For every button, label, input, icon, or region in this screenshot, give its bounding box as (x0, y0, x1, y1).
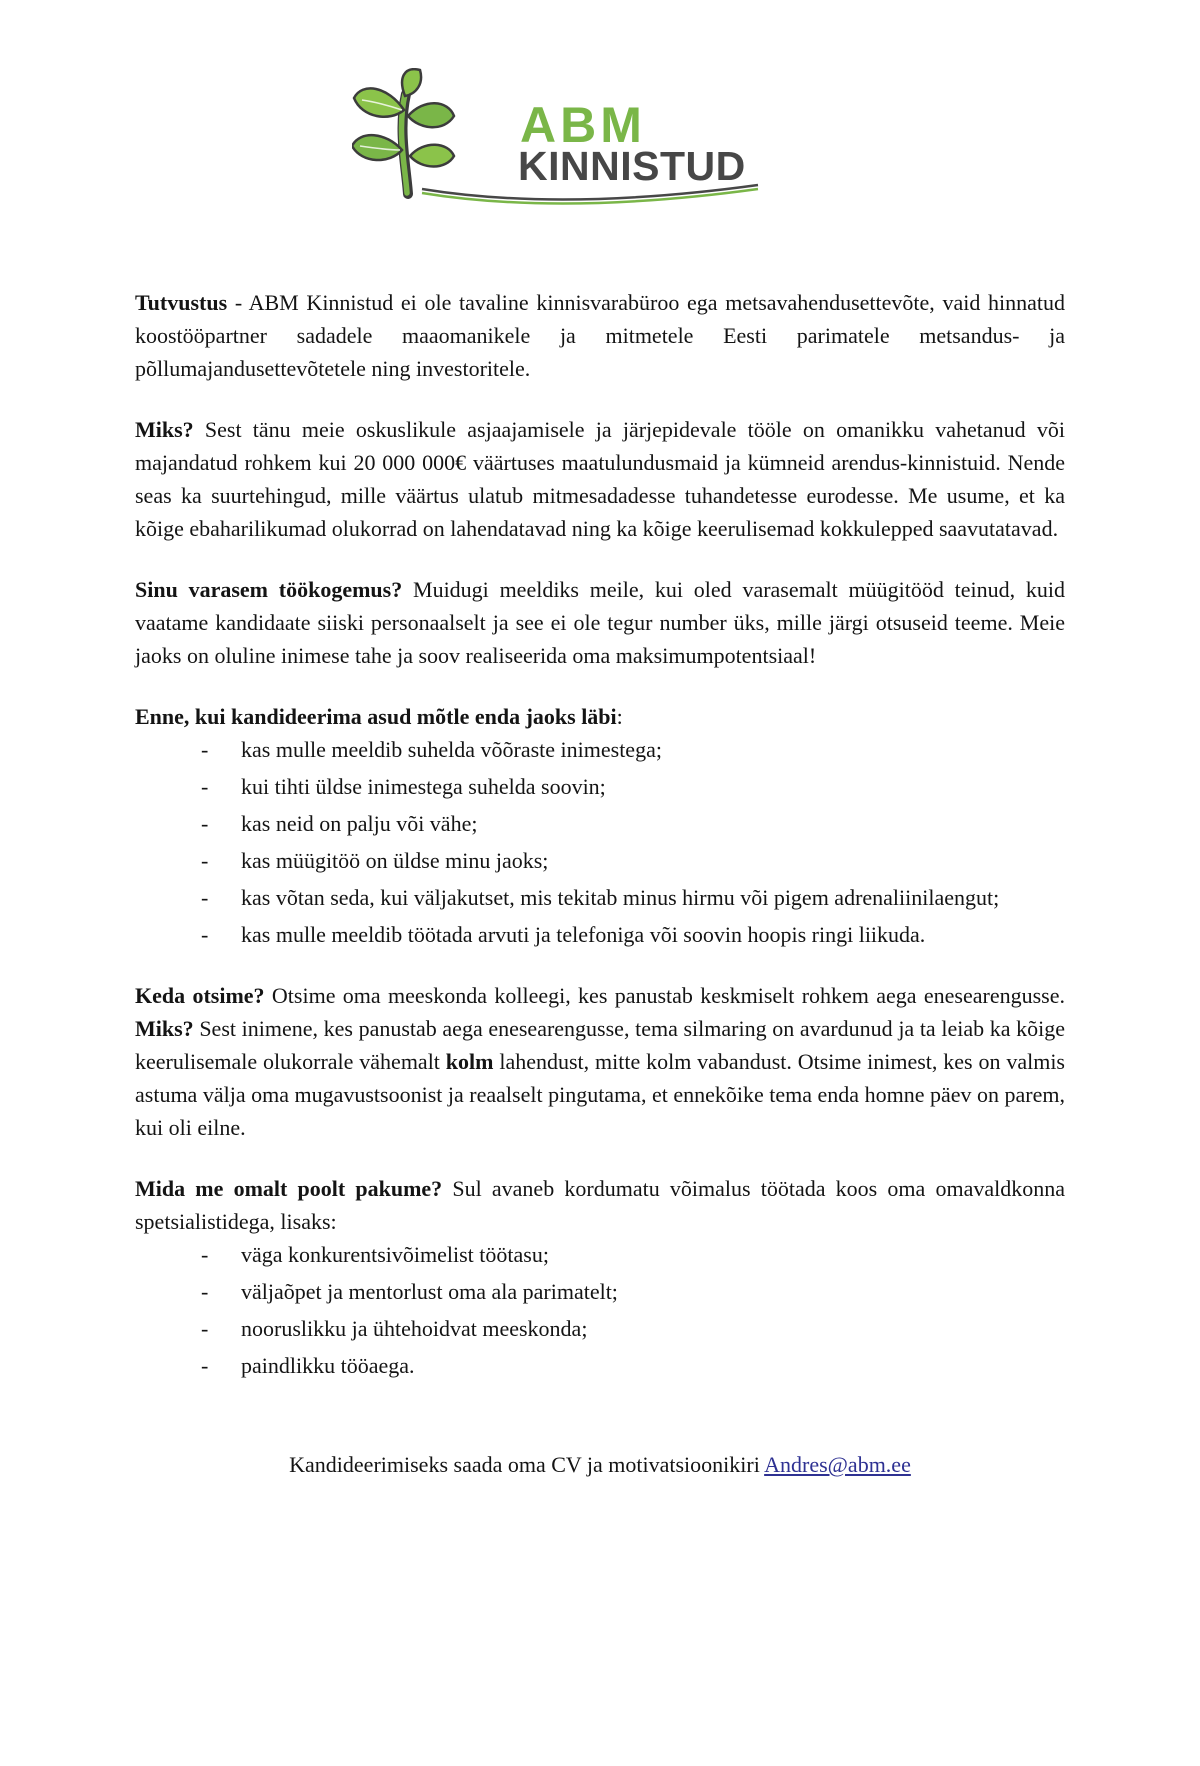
application-footer (135, 1448, 1065, 1481)
plant-logo-icon (352, 68, 762, 210)
dash-marker: - (201, 737, 209, 762)
paragraph-miks-text: Sest tänu meie oskuslikule asjaajamisele ja järjepidevale tööle on omanikku vahetanud või majandatud rohkem kui 20 000 000€ väärtuses maatulundusmaid ja kümneid arendus-kinnistuid. Nende seas ka suurtehingud, mille väärtus ulatub mitmesadadesse tuhandetesse eurodesse. Me usume, et ka kõige ebaharilikumad olukorrad on lahendatavad ning ka kõige keerulisemad kokkulepped saavutatavad. (135, 417, 1065, 541)
paragraph-tookogemus (135, 573, 1065, 672)
list-item (201, 770, 1065, 803)
list-item-text: kas võtan seda, kui väljakutset, mis tekitab minus hirmu või pigem adrenaliinilaengut; (241, 885, 1000, 910)
dash-marker: - (201, 1242, 209, 1267)
dash-marker: - (201, 848, 209, 873)
benefits-list (135, 1238, 1065, 1382)
brand-name-bottom: KINNISTUD (518, 143, 746, 189)
dash-marker: - (201, 811, 209, 836)
heading-tookogemus: Sinu varasem töökogemus? (135, 577, 403, 602)
dash-marker: - (201, 774, 209, 799)
paragraph-keda-otsime-text2: Sest inimene, kes panustab aega enesearengusse, tema silmaring on avardunud ja ta leiab ka kõige keerulisemale olukorrale vähemalt (135, 1016, 1065, 1074)
list-item-text: kas mulle meeldib töötada arvuti ja telefoniga või soovin hoopis ringi liikuda. (241, 922, 926, 947)
list-item (201, 844, 1065, 877)
company-logo (352, 68, 762, 210)
plant-icon (352, 69, 454, 194)
heading-enne-kandideerimist: Enne, kui kandideerima asud mõtle enda jaoks läbi (135, 704, 617, 729)
email-link[interactable]: Andres@abm.ee (764, 1452, 911, 1477)
document-page (0, 68, 1200, 1766)
list-item (201, 1349, 1065, 1382)
list-item-text: väga konkurentsivõimelist töötasu; (241, 1242, 549, 1267)
paragraph-tutvustus-text: - ABM Kinnistud ei ole tavaline kinnisvarabüroo ega metsavahendusettevõte, vaid hinnatud koostööpartner sadadele maaomanikele ja mitmetele Eesti parimatele metsandus- ja põllumajandusettevõtetele ning investoritele. (135, 290, 1065, 381)
list-item (201, 1238, 1065, 1271)
list-item (201, 807, 1065, 840)
list-item-text: kas neid on palju või vähe; (241, 811, 478, 836)
list1-heading-colon: : (616, 704, 623, 729)
list-item (201, 881, 1065, 914)
reflection-list (135, 733, 1065, 951)
dash-marker: - (201, 1353, 209, 1378)
list-item-text: nooruslikku ja ühtehoidvat meeskonda; (241, 1316, 588, 1341)
paragraph-tookogemus-text: Muidugi meeldiks meile, kui oled varasemalt müügitööd teinud, kuid vaatame kandidaate siiski personaalselt ja see ei ole tegur number üks, mille järgi otsuseid teeme. Meie jaoks on oluline inimese tahe ja soov realiseerida oma maksimumpotentsiaal! (135, 577, 1065, 668)
list-item (201, 1275, 1065, 1308)
list-item-text: väljaõpet ja mentorlust oma ala parimatelt; (241, 1279, 618, 1304)
brand-name-top: ABM (520, 97, 646, 153)
list-item (201, 733, 1065, 766)
list1-heading (135, 700, 1065, 733)
heading-miks: Miks? (135, 417, 194, 442)
emphasis-kolm: kolm (445, 1049, 494, 1074)
paragraph-miks (135, 413, 1065, 545)
paragraph-tutvustus (135, 286, 1065, 385)
list-item-text: kas müügitöö on üldse minu jaoks; (241, 848, 549, 873)
paragraph-keda-otsime-text1: Otsime oma meeskonda kolleegi, kes panustab keskmiselt rohkem aega enesearengusse. (264, 983, 1066, 1008)
heading-pakume: Mida me omalt poolt pakume? (135, 1176, 443, 1201)
heading-miks-inline: Miks? (135, 1016, 194, 1041)
dash-marker: - (201, 1279, 209, 1304)
heading-keda-otsime: Keda otsime? (135, 983, 265, 1008)
document-body (135, 286, 1065, 1481)
list-item (201, 1312, 1065, 1345)
paragraph-pakume-text: Sul avaneb kordumatu võimalus töötada koos oma omavaldkonna spetsialistidega, lisaks: (135, 1176, 1065, 1234)
list-item-text: kui tihti üldse inimestega suhelda soovin; (241, 774, 606, 799)
dash-marker: - (201, 885, 209, 910)
list-item-text: paindlikku tööaega. (241, 1353, 415, 1378)
footer-text: Kandideerimiseks saada oma CV ja motivatsioonikiri (289, 1452, 765, 1477)
list-item (201, 918, 1065, 951)
heading-tutvustus: Tutvustus (135, 290, 228, 315)
paragraph-keda-otsime (135, 979, 1065, 1144)
dash-marker: - (201, 1316, 209, 1341)
paragraph-keda-otsime-text3: lahendust, mitte kolm vabandust. Otsime inimest, kes on valmis astuma välja oma mugavustsoonist ja reaalselt pingutama, et ennekõike tema enda homne päev on parem, kui oli eilne. (135, 1049, 1065, 1140)
dash-marker: - (201, 922, 209, 947)
paragraph-pakume (135, 1172, 1065, 1238)
list-item-text: kas mulle meeldib suhelda võõraste inimestega; (241, 737, 662, 762)
